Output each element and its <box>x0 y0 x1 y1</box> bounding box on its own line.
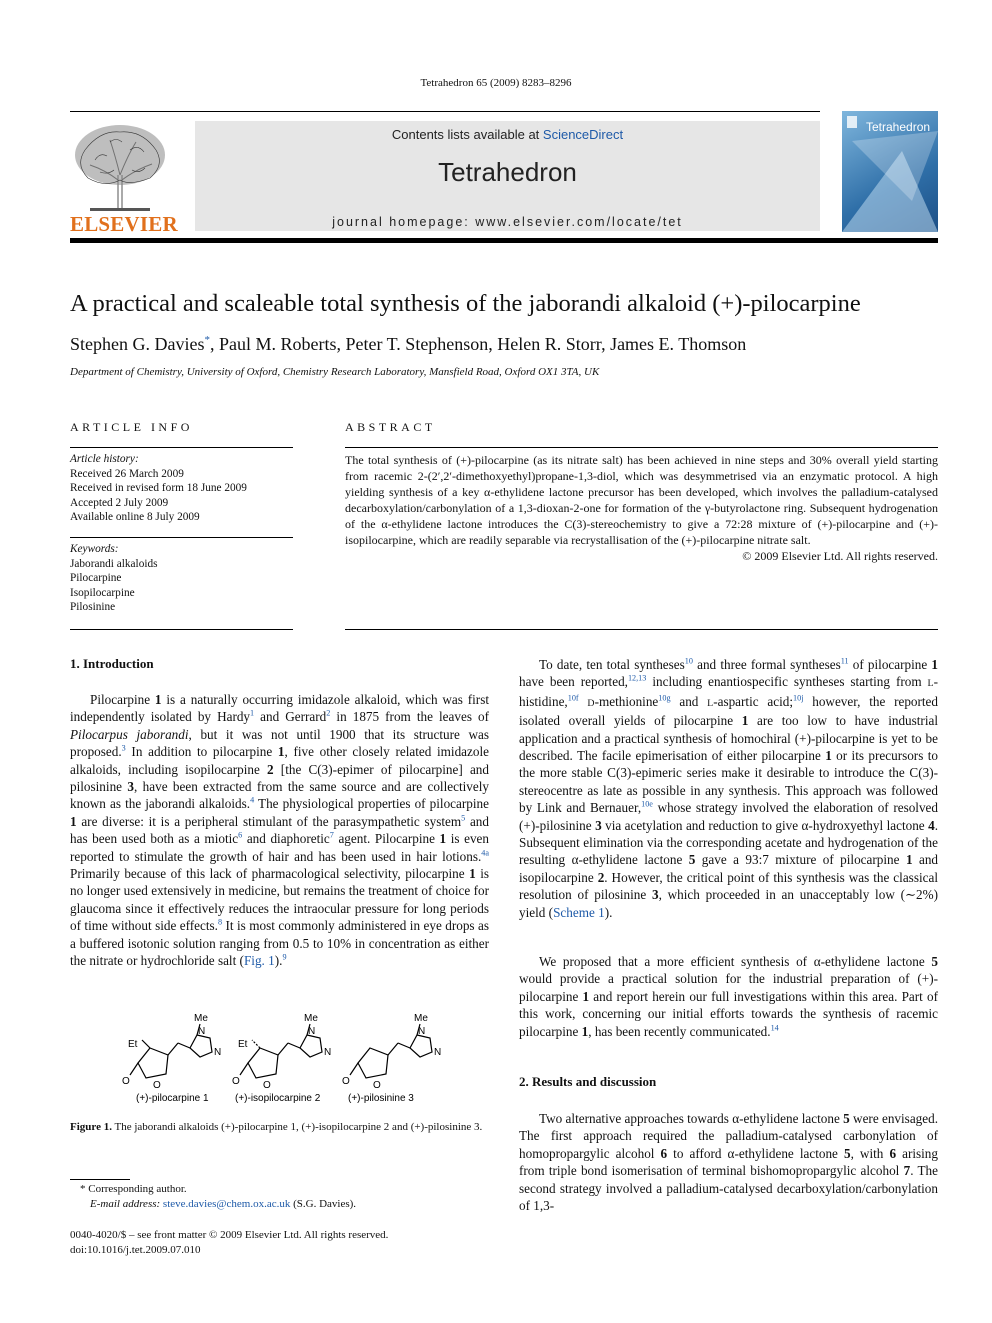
info-rule <box>70 629 293 630</box>
history-revised: Received in revised form 18 June 2009 <box>70 482 247 494</box>
info-rule <box>70 447 293 448</box>
intro-paragraph <box>519 953 938 1040</box>
issn-doi <box>70 1228 388 1258</box>
compound-number: 1 <box>469 866 476 882</box>
text-run: is a naturally occurring imidazole alkaloid, which was first independently isolated by Hardy <box>70 692 489 725</box>
text-run: gave a 93:7 mixture of pilocarpine <box>695 852 906 868</box>
citation-ref[interactable]: 6 <box>238 830 243 840</box>
citation-ref[interactable]: 8 <box>217 917 223 927</box>
abstract-rule <box>345 629 938 630</box>
author-list <box>70 334 746 355</box>
compound-number: 6 <box>660 1145 668 1161</box>
text-run: were envisaged. The first approach required the palladium-catalysed carbonylation of homopropargylic alcohol <box>519 1111 939 1161</box>
text-run: -aspartic acid; <box>713 693 794 709</box>
abstract-text: The total synthesis of (+)-pilocarpine (as its nitrate salt) has been achieved in nine steps and 30% overall yield starting from racemic 2-(2′,2′-dimethoxyethyl)propane-1,3-diol, which was desymmetrised via an enzymatic protocol. A high yielding synthesis of a key α-ethylidene lactone precursor has been developed, which involves the palladium-catalysed decarboxylation/carbonylation of a 1,3-dioxan-2-one for formation of the γ-butyrolactone ring. Subsequent hydrogenation of the α-ethylidene lactone introduces the C(3)-stereochemistry to give a 72:28 mixture of (+)-pilocarpine and (+)-isopilocarpine, which are readily separable via recrystallisation of the (+)-pilocarpine nitrate salt. <box>345 453 938 547</box>
section-heading-results: 2. Results and discussion <box>519 1074 657 1089</box>
history-online: Available online 8 July 2009 <box>70 511 200 523</box>
text-run: is no longer used extensively in medicine, but remains the treatment of choice for glaucoma since it effectively reduces the intraocular pressure for long periods of time without side effects. <box>70 866 489 934</box>
footnote-rule <box>70 1179 130 1180</box>
copyright-line: © 2009 Elsevier Ltd. All rights reserved. <box>742 549 938 563</box>
results-paragraph <box>519 1110 938 1214</box>
atom-me: Me <box>414 1013 428 1024</box>
citation-ref[interactable]: 12,13 <box>627 674 647 684</box>
compound-number: 4 <box>928 817 935 833</box>
text-run: including enantiospecific syntheses starting from <box>646 674 928 690</box>
email-suffix: (S.G. Davies). <box>290 1198 357 1210</box>
compound-number: 1 <box>70 813 77 829</box>
sciencedirect-link[interactable]: ScienceDirect <box>542 127 624 142</box>
stereo-prefix: L <box>707 697 714 709</box>
keyword: Pilocarpine <box>70 572 122 584</box>
citation-ref[interactable]: 10 <box>684 656 693 666</box>
text-run: are diverse: it is a peripheral stimulant of the parasympathetic system <box>76 813 462 829</box>
compound-number: 1 <box>154 692 162 707</box>
doi-line[interactable]: doi:10.1016/j.tet.2009.07.010 <box>70 1244 201 1256</box>
text-run: and isopilocarpine <box>519 852 939 885</box>
citation-ref[interactable]: 11 <box>840 656 849 666</box>
text-run: The physiological properties of pilocarpine <box>254 796 489 812</box>
atom-o: O <box>373 1080 381 1091</box>
citation-ref[interactable]: 14 <box>770 1023 779 1033</box>
figure-ref[interactable]: Scheme 1 <box>553 904 605 920</box>
text-run: We proposed that a more efficient synthesis of α-ethylidene lactone <box>539 954 932 969</box>
structure-label: (+)-pilosinine 3 <box>348 1093 414 1104</box>
text-run: agent. Pilocarpine <box>333 831 440 847</box>
text-run: In addition to pilocarpine <box>125 744 278 760</box>
intro-paragraph <box>70 691 489 970</box>
atom-o: O <box>263 1080 271 1091</box>
species-name: Pilocarpus jaborandi <box>70 726 189 742</box>
text-run: , have been extracted from the same source and are collectively known as the jaborandi alkaloids. <box>70 779 489 812</box>
affiliation: Department of Chemistry, University of Oxford, Chemistry Research Laboratory, Mansfield Road, Oxford OX1 3TA, UK <box>70 366 600 378</box>
masthead-rule <box>70 238 938 243</box>
header-rule <box>70 111 820 112</box>
compound-number: 1 <box>277 744 285 760</box>
keyword: Pilosinine <box>70 601 116 613</box>
atom-me: Me <box>194 1013 208 1024</box>
compound-number: 2 <box>267 761 274 777</box>
figure-structures <box>100 1008 460 1108</box>
text-run: is even reported to stimulate the growth of hair and has been used in hair lotions. <box>70 831 489 864</box>
authors-rest: , Paul M. Roberts, Peter T. Stephenson, Helen R. Storr, James E. Thomson <box>209 334 747 354</box>
atom-o: O <box>153 1080 161 1091</box>
citation-ref[interactable]: 5 <box>461 813 466 823</box>
compound-number: 2 <box>597 869 605 885</box>
article-history <box>70 452 247 525</box>
compound-number: 5 <box>843 1111 850 1126</box>
compound-number: 1 <box>905 852 913 868</box>
email-label: E-mail address: <box>90 1198 163 1210</box>
citation-ref[interactable]: 4 <box>250 796 255 806</box>
contents-prefix: Contents lists available at <box>391 127 543 142</box>
compound-number: 5 <box>688 852 696 868</box>
structure-label: (+)-isopilocarpine 2 <box>235 1093 321 1104</box>
text-run: and diaphoretic <box>242 831 330 847</box>
text-run: would provide a practical solution for the industrial preparation of (+)-pilocarpine <box>519 971 938 1004</box>
journal-title: Tetrahedron <box>438 157 577 187</box>
atom-n: N <box>434 1047 442 1058</box>
text-run: Pilocarpine <box>90 692 155 707</box>
text-run: however, the reported isolated overall yields of pilocarpine <box>519 693 939 729</box>
text-run: are too low to have industrial application and a practical synthesis of homochiral (+)-pilocarpine is yet to be described. The facile epimerisation of either pilocarpine <box>519 713 939 764</box>
text-run: , which proceeded in an unacceptably low (∼2%) yield ( <box>519 887 938 920</box>
citation-ref[interactable]: 10j <box>793 693 804 703</box>
citation-ref[interactable]: 3 <box>121 743 126 753</box>
abstract-heading: ABSTRACT <box>345 420 436 434</box>
text-run: ). <box>274 953 283 969</box>
figure-ref[interactable]: Fig. 1 <box>243 953 275 969</box>
email-link[interactable]: steve.davies@chem.ox.ac.uk <box>162 1198 291 1210</box>
cover-title: Tetrahedron <box>866 120 931 134</box>
citation-ref[interactable]: 10e <box>641 799 653 809</box>
keywords-label: Keywords: <box>70 543 119 555</box>
text-run: in 1875 from the leaves of <box>330 709 489 725</box>
structure-label: (+)-pilocarpine 1 <box>136 1093 209 1104</box>
atom-n: N <box>418 1026 426 1037</box>
issn-line: 0040-4020/$ – see front matter © 2009 Elsevier Ltd. All rights reserved. <box>70 1229 389 1241</box>
article-title: A practical and scaleable total synthesis of the jaborandi alkaloid (+)-pilocarpine <box>70 290 861 317</box>
compound-number: 7 <box>903 1163 911 1179</box>
corresponding-mark[interactable]: * <box>204 334 210 346</box>
text-run: , has been recently communicated. <box>588 1023 771 1039</box>
citation-ref[interactable]: 10f <box>567 693 579 703</box>
citation-ref[interactable]: 4a <box>481 848 489 858</box>
keyword: Jaborandi alkaloids <box>70 557 158 570</box>
compound-number: 1 <box>582 988 590 1004</box>
citation-ref[interactable]: 10g <box>658 693 671 703</box>
compound-number: 5 <box>931 954 938 969</box>
journal-masthead <box>195 121 820 231</box>
footnote <box>80 1182 356 1212</box>
text-run: and has been used both as a miotic <box>70 813 489 847</box>
compound-number: 1 <box>581 1023 589 1039</box>
journal-homepage[interactable]: journal homepage: www.elsevier.com/locate/tet <box>332 215 683 229</box>
author-first: Stephen G. Davies <box>70 334 205 354</box>
compound-number: 3 <box>652 887 659 903</box>
text-run: . Subsequent elimination via the corresponding acetate and hydrogenation of the resulting α-ethylidene lactone <box>519 817 938 868</box>
compound-number: 6 <box>889 1145 897 1161</box>
compound-number: 1 <box>439 831 447 847</box>
running-head: Tetrahedron 65 (2009) 8283–8296 <box>420 77 572 89</box>
figure-caption-text: The jaborandi alkaloids (+)-pilocarpine 1, (+)-isopilocarpine 2 and (+)-pilosinine 3. <box>111 1121 483 1133</box>
keyword: Isopilocarpine <box>70 586 135 599</box>
text-run: and three formal syntheses <box>692 657 841 672</box>
atom-n: N <box>324 1047 332 1058</box>
info-rule <box>70 537 293 538</box>
compound-number: 1 <box>741 713 749 729</box>
atom-n: N <box>214 1047 222 1058</box>
section-heading-introduction: 1. Introduction <box>70 656 154 671</box>
text-run: [the C(3)-epimer of pilocarpine] and pilosinine <box>70 761 489 795</box>
text-run: whose strategy involved the elaboration of resolved (+)-pilosinine <box>519 800 939 833</box>
compound-number: 3 <box>595 817 602 833</box>
text-run: to afford α-ethylidene lactone <box>667 1145 844 1161</box>
stereo-prefix: D <box>587 697 595 709</box>
compound-number: 5 <box>843 1145 851 1161</box>
figure-caption-label: Figure 1. <box>70 1121 112 1133</box>
text-run: via acetylation and reduction to give α-hydroxyethyl lactone <box>601 817 929 833</box>
atom-et: Et <box>128 1039 138 1050</box>
stereo-prefix: L <box>927 678 934 690</box>
text-run: , five other closely related imidazole alkaloids, including isopilocarpine <box>70 744 489 777</box>
history-accepted: Accepted 2 July 2009 <box>70 496 169 509</box>
citation-ref[interactable]: 7 <box>329 830 334 840</box>
article-info-heading: ARTICLE INFO <box>70 420 193 434</box>
text-run: and Gerrard <box>254 709 327 725</box>
text-run: , but it was not until 1900 that its structure was proposed. <box>70 726 489 760</box>
journal-cover <box>842 111 938 232</box>
text-run: -methionine <box>594 693 659 709</box>
text-run: . The second strategy involved a palladium-catalysed decarboxylation/carbonylation of 1,3- <box>519 1163 938 1214</box>
publisher-wordmark: ELSEVIER <box>70 212 178 236</box>
text-run: and <box>670 693 708 709</box>
text-run: have been reported, <box>519 674 628 690</box>
abstract-body <box>345 452 938 564</box>
atom-me: Me <box>304 1013 318 1024</box>
compound-number: 1 <box>931 657 938 672</box>
keywords <box>70 542 158 615</box>
text-run: . However, the critical point of this synthesis was the classical resolution of pilosinine <box>519 869 938 903</box>
footnote-corresponding: Corresponding author. <box>88 1183 187 1195</box>
contents-line <box>195 127 820 142</box>
citation-ref[interactable]: 1 <box>250 709 255 719</box>
compound-number: 3 <box>127 779 134 795</box>
text-run: and report herein our full investigations within this area. Part of this work, concerning our initial efforts towards the synthesis of racemic pilocarpine <box>519 988 938 1039</box>
text-run: -histidine, <box>519 674 938 709</box>
citation-ref[interactable]: 9 <box>282 952 287 962</box>
text-run: of pilocarpine <box>848 657 932 672</box>
text-run: or its precursors to the more stable C(3)-epimeric series make it desirable to introduce the C(3)-stereocentre as late as possible in any synthesis. This approach was followed by Link and Bernauer, <box>519 748 938 816</box>
text-run: To date, ten total syntheses <box>539 657 685 672</box>
history-label: Article history: <box>70 453 139 465</box>
intro-paragraph <box>519 656 938 921</box>
text-run: Primarily because of this lack of pharmacological selectivity, pilocarpine <box>70 866 470 882</box>
footnote-mark: * <box>80 1183 86 1195</box>
atom-o: O <box>342 1076 350 1087</box>
text-run: arising from triple bond isomerisation of terminal bishomopropargylic alcohol <box>519 1145 938 1179</box>
figure-caption <box>70 1120 489 1134</box>
text-run: It is most commonly administered in eye drops as a buffered isotonic solution ranging from 0.5 to 10% in concentration as either the nitrate or hydrochloride salt ( <box>70 918 489 969</box>
text-run: Two alternative approaches towards α-ethylidene lactone <box>539 1111 844 1126</box>
compound-number: 1 <box>825 748 832 764</box>
atom-o: O <box>232 1076 240 1087</box>
atom-et: Et <box>238 1039 248 1050</box>
history-received: Received 26 March 2009 <box>70 467 184 480</box>
atom-n: N <box>198 1026 206 1037</box>
atom-n: N <box>308 1026 316 1037</box>
text-run: , with <box>850 1145 890 1161</box>
text-run: ). <box>604 904 613 920</box>
abstract-rule <box>345 447 938 448</box>
atom-o: O <box>122 1076 130 1087</box>
citation-ref[interactable]: 2 <box>326 709 331 719</box>
